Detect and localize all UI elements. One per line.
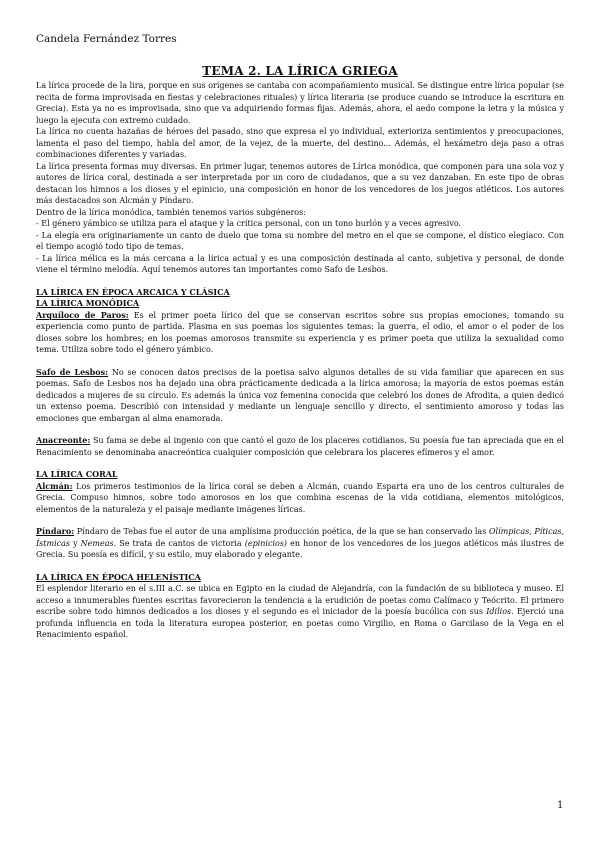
intro-paragraph-4: Dentro de la lírica monódica, también tenemos varios subgéneros:: [36, 207, 306, 217]
paragraph-alcman: [36, 481, 564, 516]
pindaro-and: y: [69, 538, 81, 548]
arquiloco-text: Es el primer poeta lírico del que se conservan escritos sobre sus propias emociones, tomando su experiencia como punto de partida. Plasma en sus poemas los siguientes temas: la guerra, el odio, el amor o el poder de los dioses sobre los hombres; en los poemas amorosos transmite su experiencia y es primer poeta que utiliza la sexualidad como tema. Utiliza sobre todo el género yámbico.: [36, 310, 565, 354]
author-name: Candela Fernández Torres: [36, 33, 177, 45]
paragraph-pindaro: [36, 526, 564, 561]
section-heading-hellenistic: LA LÍRICA EN ÉPOCA HELENÍSTICA: [36, 571, 201, 582]
pindaro-text-3: en honor de los vencedores de los juegos atléticos más ilustres de Grecia. Su poesía es difícil, y su estilo, muy elaborado y elegante.: [36, 538, 564, 559]
pindaro-works-2: Nemeas: [80, 538, 114, 548]
author-label-arquiloco: Arquíloco de Paros:: [36, 309, 129, 320]
paragraph-hellenistic: [36, 583, 564, 641]
pindaro-works: Olímpicas, Píticas, Ístmicas: [36, 527, 565, 548]
section-heading-coral: LA LÍRICA CORAL: [36, 469, 118, 479]
hellenistic-text-2: . Ejerció una profunda influencia en toda la literatura europea posterior, en poetas como Virgilio, en Roma o Garcilaso de la Vega en el Renacimiento español.: [36, 607, 565, 639]
intro-list-item-2: - La elegía era originariamente un canto de duelo que toma su nombre del metro en el que se compone, el dístico elegíaco. Con el tiempo acogió todo tipo de temas.: [36, 230, 564, 251]
intro-list-item-1: - El género yámbico se utiliza para el ataque y la crítica personal, con un tono burlón y a veces agresivo.: [36, 219, 462, 228]
paragraph-arquiloco: [36, 310, 564, 356]
author-label-pindaro: Píndaro:: [36, 526, 75, 536]
hellenistic-idilios: Idilios: [486, 607, 512, 616]
author-label-safo: Safo de Lesbos:: [36, 366, 109, 377]
author-label-alcman: Alcmán:: [36, 480, 73, 491]
safo-text: No se conocen datos precisos de la poetisa salvo algunos detalles de su vida familiar que aparecen en sus poemas. Safo de Lesbos nos ha dejado una obra prácticamente dedicada a la lírica amorosa; la mayoría de estos poemas están dedicados a mujeres de su círculo. Es además la única voz femenina conocida que celebró los dones de Afrodita, a quien dedicó un extenso poema. Describió con intensidad y mediante un lenguaje sencillo y directo, el sentimiento amoroso y todas las emociones que embargan al alma enamorada.: [36, 367, 564, 423]
anacreonte-text: Su fama se debe al ingenio con que cantó el gozo de los placeres cotidianos. Su poesía fue tan apreciada que en el Renacimiento se denominaba anacreóntica cualquier composición que celebrara los placeres efímeros y el amor.: [36, 436, 564, 457]
hellenistic-text-1: El esplendor literario en el s.III a.C. se ubica en Egipto en la ciudad de Alejandría, con la fundación de su biblioteca y museo. El acceso a innumerables fuentes escritas favorecieron la tendencia a la erudición de poetas como Calímaco y Teócrito. El primero escribe sobre todo himnos dedicados a los dioses y el segundo es el iniciador de la poesía bucólica con sus: [36, 584, 564, 616]
intro-paragraph-1: La lírica procede de la lira, porque en sus orígenes se cantaba con acompañamiento musical. Se distingue entre lírica popular (se recita de forma improvisada en fiestas y celebraciones rituales) y lírica literaria (se produce cuando se introduce la escritura en Grecia). Esta ya no es improvisada, sino que va adquiriendo formas fijas. Además, ahora, el aedo compone la letra y la música y luego la ejecuta con extremo cuidado.: [36, 81, 564, 125]
section-heading-archaic: LA LÍRICA EN ÉPOCA ARCAICA Y CLÁSICA: [36, 286, 230, 297]
pindaro-text-2: . Se trata de cantos de victoria: [113, 538, 245, 548]
pindaro-epinicios: (epinicios): [244, 538, 288, 548]
paragraph-safo: [36, 367, 564, 425]
page-number: 1: [557, 800, 564, 811]
subsection-heading-monodic: LA LÍRICA MONÓDICA: [36, 298, 140, 308]
author-label-anacreonte: Anacreonte:: [36, 435, 91, 445]
intro-paragraph-2: La lírica no cuenta hazañas de héroes del pasado, sino que expresa el yo individual, exterioriza sentimientos y preocupaciones, lamenta el paso del tiempo, habla del amor, de la vejez, de la muerte, del destino... Además, el hexámetro deja paso a otras combinaciones diferentes y variadas.: [36, 127, 564, 159]
intro-paragraph-3: La lírica presenta formas muy diversas. En primer lugar, tenemos autores de Lírica monódica, que componen para una sola voz y autores de lírica coral, destinada a ser interpretada por un coro de ciudadanos, que a su vez danzaban. En este tipo de obras destacan los himnos a los dioses y el epinicio, una composición en honor de los vencedores de los juegos atléticos. Los autores más destacados son Alcmán y Píndaro.: [36, 161, 564, 205]
document-body: [36, 64, 564, 641]
paragraph-anacreonte: [36, 435, 564, 458]
pindaro-text-1: Píndaro de Tebas fue el autor de una amplísima producción poética, de la que se han conservado las: [74, 527, 489, 536]
alcman-text: Los primeros testimonios de la lírica coral se deben a Alcmán, cuando Esparta era uno de los centros culturales de Grecia. Compuso himnos, sobre todo amorosos en los que combina escenas de la vida cotidiana, elementos mitológicos, elementos de la naturaleza y el paisaje mediante imágenes líricas.: [36, 481, 564, 514]
intro-list-item-3: - La lírica mélica es la más cercana a la lírica actual y es una composición destinada al canto, subjetiva y personal, de donde viene el término melodía. Aquí tenemos autores tan importantes como Safo de Lesbos.: [36, 253, 564, 274]
page-title: TEMA 2. LA LÍRICA GRIEGA: [202, 64, 398, 78]
